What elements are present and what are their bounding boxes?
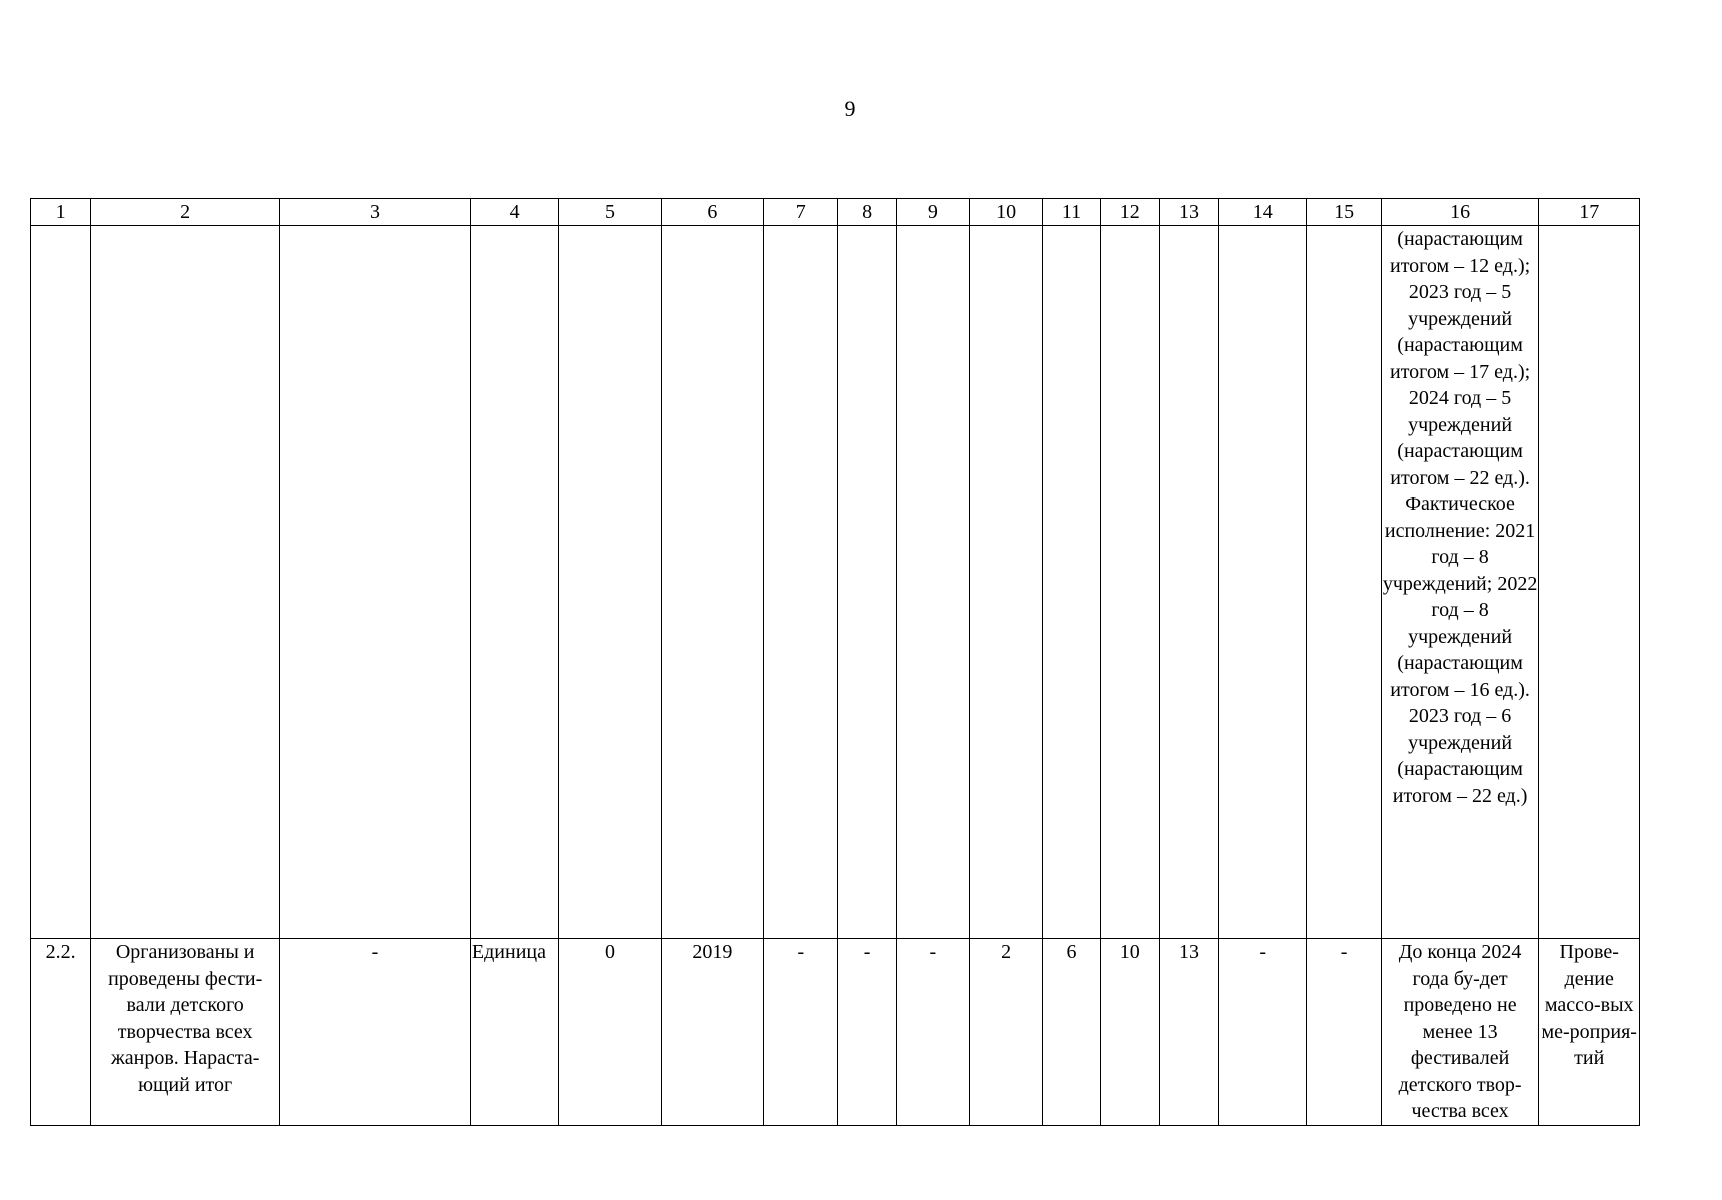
table-cell — [1539, 226, 1640, 939]
row-number-cell: 2.2. — [31, 939, 91, 1126]
header-cell: 10 — [970, 199, 1043, 226]
indicator-description-cell — [1381, 226, 1539, 939]
base-value-cell: 0 — [559, 939, 661, 1126]
header-cell: 1 — [31, 199, 91, 226]
table-header-row — [31, 199, 1640, 226]
table-cell: - — [896, 939, 969, 1126]
header-cell: 15 — [1307, 199, 1381, 226]
table-cell — [91, 226, 280, 939]
header-cell: 11 — [1043, 199, 1100, 226]
header-cell: 4 — [470, 199, 558, 226]
table-row-2-2 — [31, 939, 1640, 1126]
header-cell: 2 — [91, 199, 280, 226]
table-cell — [970, 226, 1043, 939]
table-cell — [1159, 226, 1218, 939]
header-cell: 9 — [896, 199, 969, 226]
table-cell: 6 — [1043, 939, 1100, 1126]
header-cell: 16 — [1381, 199, 1539, 226]
table-cell — [896, 226, 969, 939]
table-cell — [1219, 226, 1307, 939]
header-cell: 6 — [661, 199, 763, 226]
table-cell — [1307, 226, 1381, 939]
table-cell — [1100, 226, 1159, 939]
header-cell: 7 — [764, 199, 838, 226]
unit-cell: Единица — [470, 939, 558, 1126]
table-cell: 10 — [1100, 939, 1159, 1126]
table-cell — [1043, 226, 1100, 939]
table-cell: - — [838, 939, 896, 1126]
header-cell: 8 — [838, 199, 896, 226]
page-number: 9 — [844, 96, 856, 121]
header-cell: 17 — [1539, 199, 1640, 226]
result-type-cell: Прове-дение массо-вых ме-роприя-тий — [1539, 939, 1640, 1126]
table-cell — [559, 226, 661, 939]
table-cell — [661, 226, 763, 939]
result-description-cell: До конца 2024 года бу-дет проведено не менее 13 фестивалей детского твор-чества всех — [1381, 939, 1539, 1126]
result-name-cell: Организованы и проведены фести-вали детского творчества всех жанров. Нараста-ющий итог — [91, 939, 280, 1126]
table-cell — [470, 226, 558, 939]
table-cell: 13 — [1159, 939, 1218, 1126]
header-cell: 3 — [280, 199, 471, 226]
header-cell: 14 — [1219, 199, 1307, 226]
table-cell — [838, 226, 896, 939]
table-cell: - — [280, 939, 471, 1126]
table-cell — [764, 226, 838, 939]
table-cell: - — [1219, 939, 1307, 1126]
table-cell — [280, 226, 471, 939]
header-cell: 13 — [1159, 199, 1218, 226]
indicator-description: (нарастающим итогом – 12 ед.); 2023 год – 5 учреждений (нарастающим итогом – 17 ед.); 2024 год – 5 учреждений (нарастающим итогом – 22 ед.). Фактическое исполнение: 2021 год – 8 учреждений; 2022 год – 8 учреждений (нарастающим итогом – 16 ед.). 2023 год – 6 учреждений (нарастающим итогом – 22 ед.) — [1382, 228, 1538, 807]
table-cell — [31, 226, 91, 939]
table-cell: 2 — [970, 939, 1043, 1126]
header-cell: 5 — [559, 199, 661, 226]
header-cell: 12 — [1100, 199, 1159, 226]
document-table — [30, 198, 1640, 1126]
table-cell: - — [1307, 939, 1381, 1126]
base-year-cell: 2019 — [661, 939, 763, 1126]
table-row — [31, 226, 1640, 939]
table-cell: - — [764, 939, 838, 1126]
